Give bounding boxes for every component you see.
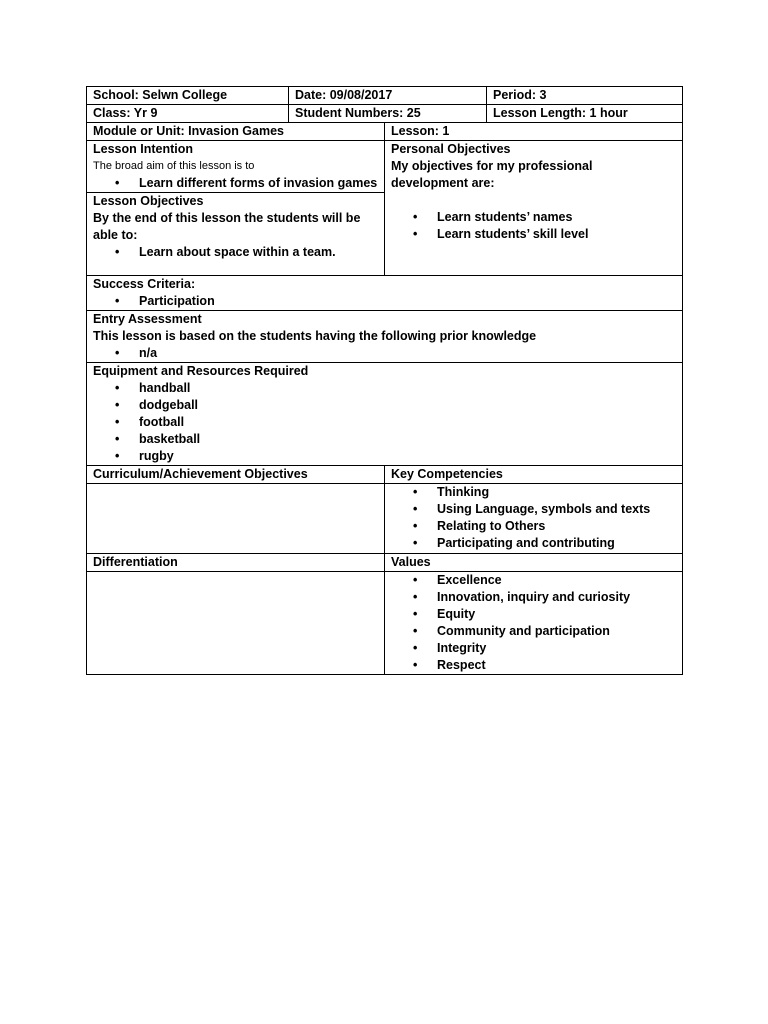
lesson-intention-cell [87, 141, 385, 193]
competencies-header-row [87, 466, 683, 484]
list-item: • Learn students’ skill level [391, 226, 676, 243]
differentiation-cell [87, 572, 385, 675]
values-row [87, 572, 683, 675]
lesson-plan-table [86, 86, 683, 675]
list-item: • Thinking [391, 484, 676, 501]
list-item: • Integrity [391, 640, 676, 657]
lesson-intention-list [93, 175, 378, 192]
equipment-cell [87, 363, 683, 466]
header-row-2 [87, 105, 683, 123]
lesson-length-cell: Lesson Length: 1 hour [487, 105, 683, 123]
list-item: • Innovation, inquiry and curiosity [391, 589, 676, 606]
entry-assessment-list [93, 345, 676, 362]
list-item: • football [93, 414, 676, 431]
school-cell: School: Selwn College [87, 87, 289, 105]
equipment-list [93, 380, 676, 465]
class-cell: Class: Yr 9 [87, 105, 289, 123]
list-item: • Participating and contributing [391, 535, 676, 552]
entry-assessment-intro: This lesson is based on the students having the following prior knowledge [93, 329, 537, 343]
list-item: • Relating to Others [391, 518, 676, 535]
equipment-row [87, 363, 683, 466]
lesson-objectives-title: Lesson Objectives [93, 194, 204, 208]
list-item: • Community and participation [391, 623, 676, 640]
list-item: • Equity [391, 606, 676, 623]
list-item: • Using Language, symbols and texts [391, 501, 676, 518]
success-criteria-row [87, 276, 683, 311]
header-row-1 [87, 87, 683, 105]
values-list [391, 572, 676, 674]
list-item: • dodgeball [93, 397, 676, 414]
key-competencies-cell [385, 484, 683, 554]
competencies-row [87, 484, 683, 554]
list-item: • rugby [93, 448, 676, 465]
success-criteria-cell [87, 276, 683, 311]
entry-assessment-title: Entry Assessment [93, 312, 202, 326]
personal-objectives-list [391, 209, 676, 243]
list-item: • handball [93, 380, 676, 397]
equipment-title: Equipment and Resources Required [93, 364, 309, 378]
intention-row [87, 141, 683, 193]
period-cell: Period: 3 [487, 87, 683, 105]
list-item: • Learn different forms of invasion games [93, 175, 378, 192]
key-competencies-list [391, 484, 676, 552]
personal-objectives-title: Personal Objectives [391, 142, 511, 156]
lesson-intention-intro: The broad aim of this lesson is to [93, 160, 255, 172]
success-criteria-title: Success Criteria: [93, 277, 196, 291]
list-item: • n/a [93, 345, 676, 362]
student-numbers-cell: Student Numbers: 25 [289, 105, 487, 123]
list-item: • Excellence [391, 572, 676, 589]
lesson-intention-title: Lesson Intention [93, 142, 193, 156]
curriculum-cell [87, 484, 385, 554]
key-competencies-title: Key Competencies [385, 466, 683, 484]
list-item: • Learn about space within a team. [93, 244, 378, 261]
entry-assessment-cell [87, 311, 683, 363]
list-item: • Respect [391, 657, 676, 674]
date-cell: Date: 09/08/2017 [289, 87, 487, 105]
lesson-objectives-cell [87, 193, 385, 276]
lesson-objectives-list [93, 244, 378, 261]
differentiation-title: Differentiation [87, 554, 385, 572]
success-criteria-list [93, 293, 676, 310]
values-title: Values [385, 554, 683, 572]
values-cell [385, 572, 683, 675]
personal-objectives-cell [385, 141, 683, 276]
list-item: • Learn students’ names [391, 209, 676, 226]
list-item: • basketball [93, 431, 676, 448]
list-item: • Participation [93, 293, 676, 310]
entry-assessment-row [87, 311, 683, 363]
lesson-objectives-intro: By the end of this lesson the students will be able to: [93, 211, 361, 242]
values-header-row [87, 554, 683, 572]
header-row-3 [87, 123, 683, 141]
personal-objectives-intro: My objectives for my professional development are: [391, 159, 593, 190]
module-cell: Module or Unit: Invasion Games [87, 123, 385, 141]
curriculum-title: Curriculum/Achievement Objectives [87, 466, 385, 484]
lesson-number-cell: Lesson: 1 [385, 123, 683, 141]
